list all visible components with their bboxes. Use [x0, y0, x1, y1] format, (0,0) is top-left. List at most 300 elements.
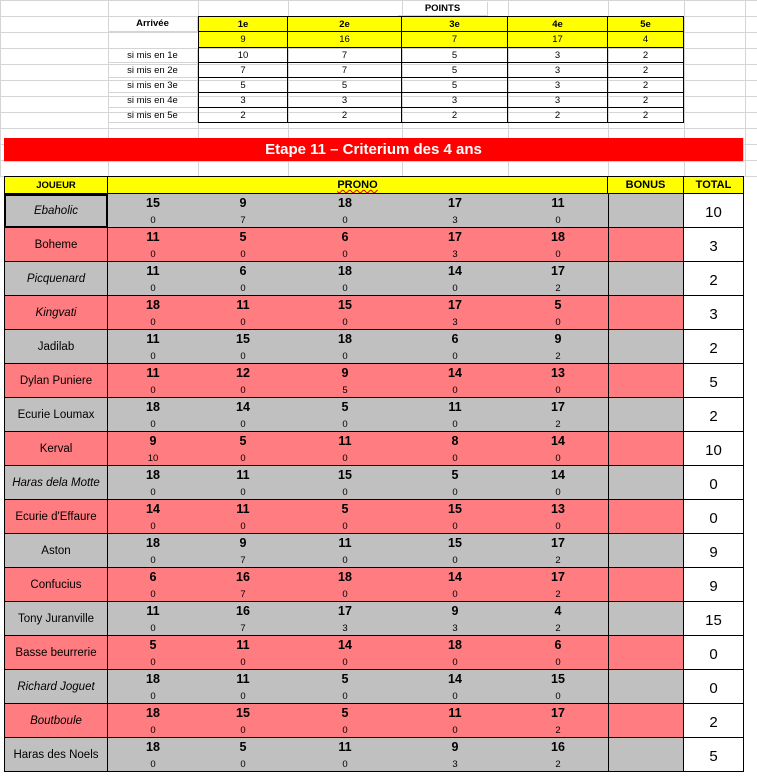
points-value: 2 [608, 93, 684, 108]
pick-number: 18 [146, 740, 160, 754]
prono-cell[interactable] [508, 398, 608, 432]
pick-number: 14 [338, 638, 352, 652]
bonus-cell[interactable] [608, 500, 684, 534]
pick-number: 18 [146, 468, 160, 482]
prono-header [108, 176, 608, 194]
prono-cell[interactable] [508, 704, 608, 738]
pick-points: 0 [452, 487, 458, 498]
points-value: 5 [402, 78, 508, 93]
points-value: 2 [608, 108, 684, 123]
pick-points: 0 [240, 419, 246, 430]
pick-points: 0 [342, 521, 348, 532]
points-value: 3 [508, 63, 608, 78]
prono-cell[interactable] [108, 704, 198, 738]
prono-cell[interactable] [288, 568, 402, 602]
prono-cell[interactable] [508, 636, 608, 670]
pick-points: 2 [555, 419, 561, 430]
prono-cell[interactable] [508, 194, 608, 228]
pick-number: 5 [239, 230, 247, 244]
pick-number: 17 [338, 604, 352, 618]
pick-number: 9 [341, 366, 349, 380]
bonus-cell[interactable] [608, 330, 684, 364]
pick-points: 0 [240, 283, 246, 294]
pick-points: 0 [240, 317, 246, 328]
prono-cell[interactable] [508, 500, 608, 534]
pick-number: 17 [551, 706, 565, 720]
total-cell[interactable]: 2 [684, 262, 744, 296]
player-name[interactable]: Boheme [4, 228, 108, 262]
arrival-value: 17 [508, 32, 608, 48]
gridline [0, 0, 1, 176]
prono-cell[interactable] [198, 228, 288, 262]
prono-cell[interactable] [108, 636, 198, 670]
position-header: 3e [402, 16, 508, 32]
prono-cell[interactable] [108, 262, 198, 296]
points-row-label: si mis en 1e [108, 48, 198, 63]
prono-cell[interactable] [288, 432, 402, 466]
prono-cell[interactable] [288, 228, 402, 262]
total-cell[interactable]: 0 [684, 466, 744, 500]
pick-number: 5 [149, 638, 157, 652]
prono-cell[interactable] [198, 432, 288, 466]
pick-points: 2 [555, 623, 561, 634]
pick-number: 5 [554, 298, 562, 312]
pick-number: 11 [448, 706, 462, 720]
prono-cell[interactable] [198, 636, 288, 670]
pick-number: 18 [551, 230, 565, 244]
prono-cell[interactable] [198, 194, 288, 228]
pick-points: 0 [240, 249, 246, 260]
pick-number: 11 [236, 468, 250, 482]
player-name[interactable]: Kingvati [4, 296, 108, 330]
points-value: 3 [508, 48, 608, 63]
prono-cell[interactable] [402, 738, 508, 772]
prono-cell[interactable] [108, 364, 198, 398]
pick-number: 15 [551, 672, 565, 686]
pick-points: 0 [342, 691, 348, 702]
pick-points: 0 [240, 759, 246, 770]
prono-cell[interactable] [402, 194, 508, 228]
player-name[interactable]: Haras des Noels [4, 738, 108, 772]
pick-number: 18 [338, 570, 352, 584]
pick-number: 15 [338, 468, 352, 482]
bonus-cell[interactable] [608, 466, 684, 500]
pick-number: 17 [448, 230, 462, 244]
points-title: POINTS [398, 2, 488, 16]
pick-points: 0 [150, 487, 156, 498]
points-value: 2 [198, 108, 288, 123]
pick-number: 18 [146, 400, 160, 414]
pick-points: 3 [452, 249, 458, 260]
player-name[interactable]: Aston [4, 534, 108, 568]
pick-number: 11 [146, 604, 160, 618]
points-row-label: si mis en 3e [108, 78, 198, 93]
bonus-cell[interactable] [608, 636, 684, 670]
bonus-cell[interactable] [608, 194, 684, 228]
pick-number: 9 [239, 536, 247, 550]
prono-cell[interactable] [108, 296, 198, 330]
prono-cell[interactable] [108, 466, 198, 500]
prono-cell[interactable] [402, 670, 508, 704]
pick-number: 14 [551, 468, 565, 482]
pick-number: 6 [239, 264, 247, 278]
prono-cell[interactable] [198, 534, 288, 568]
bonus-cell[interactable] [608, 602, 684, 636]
player-name[interactable]: Confucius [4, 568, 108, 602]
pick-points: 0 [555, 453, 561, 464]
prono-cell[interactable] [402, 262, 508, 296]
pick-points: 0 [240, 385, 246, 396]
points-row-label: si mis en 2e [108, 63, 198, 78]
prono-cell[interactable] [288, 670, 402, 704]
pick-points: 3 [342, 623, 348, 634]
pick-number: 11 [448, 400, 462, 414]
total-cell[interactable]: 9 [684, 534, 744, 568]
prono-cell[interactable] [402, 296, 508, 330]
points-value: 3 [402, 93, 508, 108]
prono-cell[interactable] [198, 330, 288, 364]
pick-number: 9 [451, 604, 459, 618]
pick-number: 5 [341, 706, 349, 720]
prono-cell[interactable] [108, 500, 198, 534]
player-name[interactable]: Ecurie d'Effaure [4, 500, 108, 534]
points-value: 5 [198, 78, 288, 93]
prono-cell[interactable] [108, 568, 198, 602]
pick-points: 0 [452, 657, 458, 668]
points-value: 2 [508, 108, 608, 123]
pick-points: 0 [342, 555, 348, 566]
pick-number: 13 [551, 502, 565, 516]
gridline [0, 128, 757, 129]
pick-points: 0 [240, 351, 246, 362]
pick-points: 3 [452, 623, 458, 634]
pick-points: 7 [240, 589, 246, 600]
prono-cell[interactable] [108, 738, 198, 772]
pick-number: 14 [448, 570, 462, 584]
pick-number: 18 [338, 196, 352, 210]
total-cell[interactable]: 3 [684, 296, 744, 330]
pick-number: 9 [554, 332, 562, 346]
points-value: 2 [288, 108, 402, 123]
pick-points: 0 [150, 215, 156, 226]
bonus-cell[interactable] [608, 364, 684, 398]
pick-points: 0 [240, 453, 246, 464]
pick-number: 12 [236, 366, 250, 380]
prono-cell[interactable] [508, 466, 608, 500]
prono-cell[interactable] [402, 636, 508, 670]
prono-cell[interactable] [288, 364, 402, 398]
pick-points: 2 [555, 283, 561, 294]
points-value: 2 [402, 108, 508, 123]
pick-points: 0 [240, 725, 246, 736]
pick-number: 14 [146, 502, 160, 516]
pick-number: 11 [236, 502, 250, 516]
prono-cell[interactable] [508, 330, 608, 364]
pick-points: 10 [147, 453, 159, 464]
player-name[interactable]: Jadilab [4, 330, 108, 364]
player-name[interactable]: Dylan Puniere [4, 364, 108, 398]
pick-number: 13 [551, 366, 565, 380]
pick-number: 6 [149, 570, 157, 584]
points-value: 7 [288, 63, 402, 78]
bonus-cell[interactable] [608, 704, 684, 738]
pick-points: 7 [240, 555, 246, 566]
prono-cell[interactable] [402, 534, 508, 568]
prono-cell[interactable] [108, 228, 198, 262]
pick-points: 0 [150, 725, 156, 736]
pick-number: 11 [338, 434, 352, 448]
pick-number: 15 [236, 332, 250, 346]
bonus-cell[interactable] [608, 432, 684, 466]
pick-points: 0 [342, 487, 348, 498]
pick-points: 2 [555, 725, 561, 736]
prono-cell[interactable] [198, 568, 288, 602]
total-cell[interactable]: 5 [684, 364, 744, 398]
points-value: 2 [608, 63, 684, 78]
pick-number: 14 [551, 434, 565, 448]
points-value: 5 [402, 63, 508, 78]
pick-points: 0 [452, 521, 458, 532]
bonus-cell[interactable] [608, 738, 684, 772]
pick-number: 14 [236, 400, 250, 414]
points-value: 2 [608, 78, 684, 93]
prono-cell[interactable] [508, 262, 608, 296]
prono-cell[interactable] [288, 398, 402, 432]
pick-points: 0 [452, 385, 458, 396]
bonus-cell[interactable] [608, 670, 684, 704]
prono-cell[interactable] [198, 262, 288, 296]
prono-cell[interactable] [198, 602, 288, 636]
prono-cell[interactable] [402, 500, 508, 534]
bonus-cell[interactable] [608, 534, 684, 568]
pick-points: 0 [150, 657, 156, 668]
prono-cell[interactable] [198, 670, 288, 704]
pick-points: 3 [452, 215, 458, 226]
total-cell[interactable]: 0 [684, 636, 744, 670]
pick-points: 0 [150, 623, 156, 634]
position-header: 4e [508, 16, 608, 32]
prono-cell[interactable] [108, 432, 198, 466]
player-name[interactable]: Tony Juranville [4, 602, 108, 636]
pick-points: 0 [240, 521, 246, 532]
prono-cell[interactable] [402, 228, 508, 262]
pick-points: 0 [452, 453, 458, 464]
prono-cell[interactable] [402, 568, 508, 602]
pick-number: 5 [239, 740, 247, 754]
pick-points: 2 [555, 351, 561, 362]
points-value: 3 [508, 93, 608, 108]
pick-points: 0 [342, 317, 348, 328]
pick-number: 5 [341, 672, 349, 686]
pick-number: 14 [448, 264, 462, 278]
pick-number: 14 [448, 366, 462, 380]
pick-number: 17 [448, 298, 462, 312]
prono-cell[interactable] [288, 296, 402, 330]
pick-number: 14 [448, 672, 462, 686]
prono-cell[interactable] [198, 500, 288, 534]
prono-cell[interactable] [288, 194, 402, 228]
bonus-header: BONUS [608, 176, 684, 194]
position-header: 1e [198, 16, 288, 32]
arrival-value: 4 [608, 32, 684, 48]
player-name[interactable]: Ebaholic [4, 194, 108, 228]
prono-cell[interactable] [288, 500, 402, 534]
pick-points: 0 [150, 589, 156, 600]
pick-points: 0 [342, 453, 348, 464]
pick-points: 7 [240, 215, 246, 226]
prono-cell[interactable] [288, 534, 402, 568]
pick-number: 17 [551, 264, 565, 278]
total-cell[interactable]: 2 [684, 398, 744, 432]
prono-cell[interactable] [288, 466, 402, 500]
pick-number: 11 [236, 638, 250, 652]
prono-cell[interactable] [288, 636, 402, 670]
prono-cell[interactable] [198, 296, 288, 330]
prono-cell[interactable] [108, 398, 198, 432]
prono-cell[interactable] [402, 704, 508, 738]
prono-cell[interactable] [402, 602, 508, 636]
bonus-cell[interactable] [608, 262, 684, 296]
pick-points: 0 [150, 691, 156, 702]
prono-cell[interactable] [198, 466, 288, 500]
points-value: 3 [508, 78, 608, 93]
points-row-label: si mis en 5e [108, 108, 198, 123]
bonus-cell[interactable] [608, 228, 684, 262]
prono-cell[interactable] [108, 670, 198, 704]
pick-number: 18 [448, 638, 462, 652]
pick-points: 0 [150, 385, 156, 396]
prono-cell[interactable] [402, 398, 508, 432]
total-cell[interactable]: 0 [684, 670, 744, 704]
prono-cell[interactable] [198, 704, 288, 738]
prono-cell[interactable] [108, 602, 198, 636]
pick-points: 0 [452, 351, 458, 362]
pick-points: 0 [240, 657, 246, 668]
prono-cell[interactable] [402, 432, 508, 466]
pick-points: 2 [555, 589, 561, 600]
total-cell[interactable]: 5 [684, 738, 744, 772]
prono-cell[interactable] [198, 398, 288, 432]
pick-number: 17 [448, 196, 462, 210]
pick-number: 5 [239, 434, 247, 448]
prono-cell[interactable] [402, 466, 508, 500]
player-name[interactable]: Richard Joguet [4, 670, 108, 704]
prono-cell[interactable] [288, 330, 402, 364]
prono-cell[interactable] [402, 364, 508, 398]
pick-number: 11 [236, 298, 250, 312]
pick-points: 5 [342, 385, 348, 396]
pick-points: 0 [240, 691, 246, 702]
player-name[interactable]: Picquenard [4, 262, 108, 296]
total-cell[interactable]: 10 [684, 432, 744, 466]
prono-cell[interactable] [508, 738, 608, 772]
total-cell[interactable]: 0 [684, 500, 744, 534]
bonus-cell[interactable] [608, 568, 684, 602]
arrival-value: 9 [198, 32, 288, 48]
pick-number: 4 [554, 604, 562, 618]
pick-points: 0 [342, 725, 348, 736]
arrival-label: Arrivée [108, 16, 198, 32]
pick-number: 18 [146, 536, 160, 550]
prono-cell[interactable] [288, 262, 402, 296]
prono-cell[interactable] [508, 432, 608, 466]
prono-cell[interactable] [288, 704, 402, 738]
prono-cell[interactable] [508, 534, 608, 568]
total-cell[interactable]: 9 [684, 568, 744, 602]
prono-cell[interactable] [108, 330, 198, 364]
pick-number: 15 [448, 502, 462, 516]
bonus-cell[interactable] [608, 398, 684, 432]
pick-points: 2 [555, 555, 561, 566]
prono-cell[interactable] [108, 194, 198, 228]
prono-cell[interactable] [402, 330, 508, 364]
total-cell[interactable]: 2 [684, 330, 744, 364]
total-cell[interactable]: 10 [684, 194, 744, 228]
pick-number: 9 [149, 434, 157, 448]
stage-title: Etape 11 – Criterium des 4 ans [4, 138, 744, 162]
points-value: 3 [198, 93, 288, 108]
prono-cell[interactable] [198, 738, 288, 772]
pick-number: 17 [551, 400, 565, 414]
pick-number: 8 [451, 434, 459, 448]
prono-cell[interactable] [508, 602, 608, 636]
position-header: 5e [608, 16, 684, 32]
pick-number: 11 [146, 230, 160, 244]
player-name[interactable]: Kerval [4, 432, 108, 466]
points-value: 5 [402, 48, 508, 63]
points-value: 3 [288, 93, 402, 108]
total-cell[interactable]: 15 [684, 602, 744, 636]
pick-number: 15 [338, 298, 352, 312]
player-name[interactable]: Basse beurrerie [4, 636, 108, 670]
pick-points: 0 [555, 487, 561, 498]
pick-points: 0 [342, 759, 348, 770]
total-cell[interactable]: 3 [684, 228, 744, 262]
prono-cell[interactable] [108, 534, 198, 568]
total-cell[interactable]: 2 [684, 704, 744, 738]
prono-cell[interactable] [198, 364, 288, 398]
prono-cell[interactable] [508, 364, 608, 398]
player-name[interactable]: Boutboule [4, 704, 108, 738]
pick-points: 0 [452, 691, 458, 702]
pick-number: 15 [448, 536, 462, 550]
prono-cell[interactable] [508, 296, 608, 330]
position-header: 2e [288, 16, 402, 32]
prono-cell[interactable] [288, 738, 402, 772]
pick-points: 7 [240, 623, 246, 634]
player-name[interactable]: Ecurie Loumax [4, 398, 108, 432]
pick-number: 6 [451, 332, 459, 346]
bonus-cell[interactable] [608, 296, 684, 330]
pick-points: 0 [452, 283, 458, 294]
player-name[interactable]: Haras dela Motte [4, 466, 108, 500]
prono-cell[interactable] [508, 670, 608, 704]
pick-number: 18 [338, 332, 352, 346]
arrival-value: 16 [288, 32, 402, 48]
gridline [0, 0, 757, 1]
prono-cell[interactable] [508, 568, 608, 602]
prono-cell[interactable] [508, 228, 608, 262]
pick-points: 0 [342, 351, 348, 362]
pick-points: 0 [555, 385, 561, 396]
pick-number: 11 [338, 740, 352, 754]
pick-number: 18 [146, 298, 160, 312]
prono-cell[interactable] [288, 602, 402, 636]
points-value: 7 [288, 48, 402, 63]
pick-points: 0 [150, 419, 156, 430]
pick-number: 18 [146, 706, 160, 720]
pick-number: 5 [451, 468, 459, 482]
